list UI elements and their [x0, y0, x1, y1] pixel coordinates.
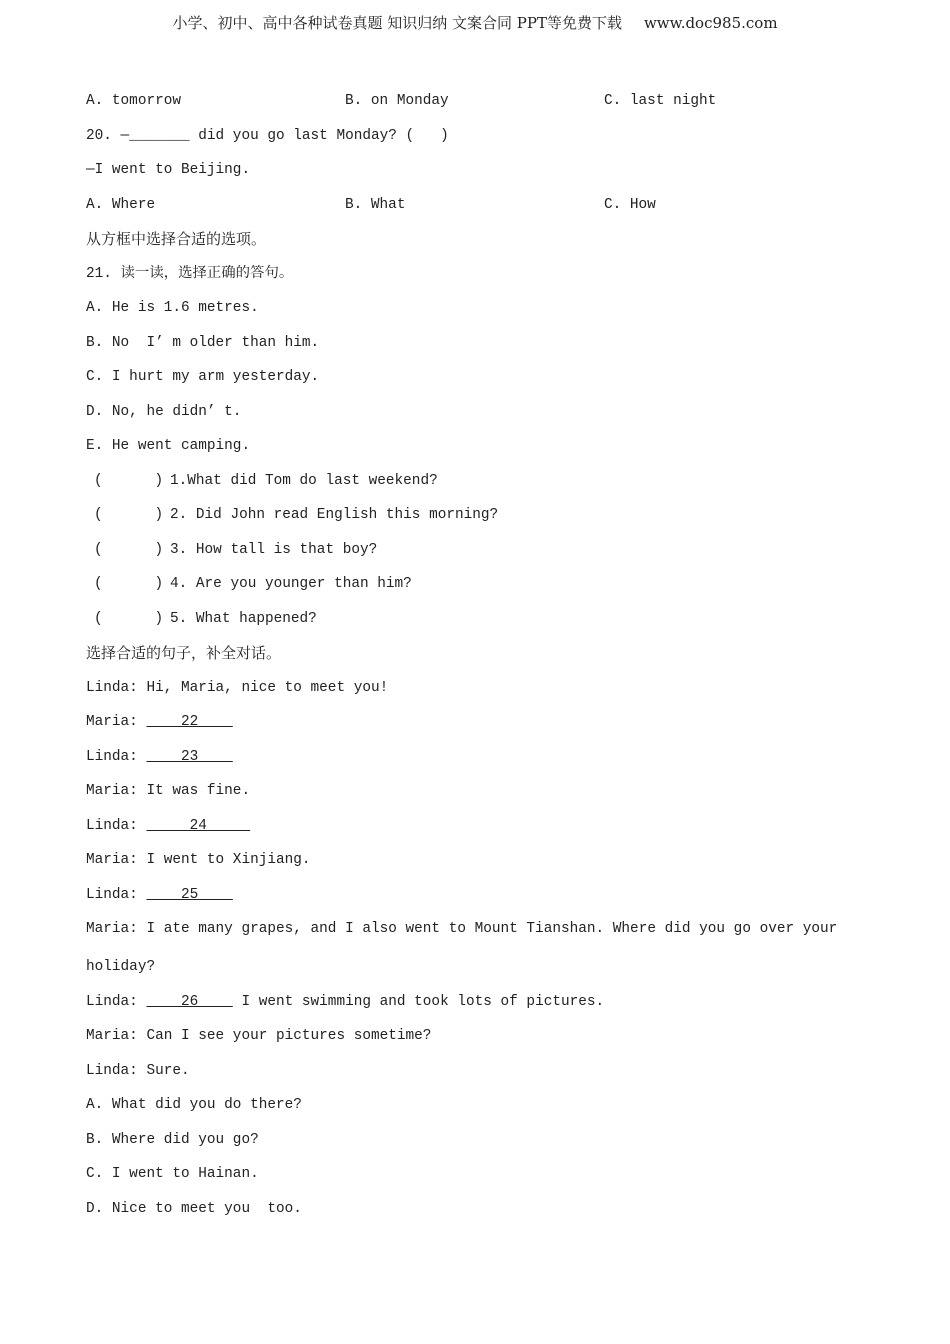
blank-26[interactable]: 26: [146, 993, 233, 1010]
dialogue-line: [86, 740, 866, 775]
q19-option-c: C. last night: [604, 93, 717, 109]
choice-e: E. He went camping.: [86, 438, 251, 454]
speaker: Linda:: [86, 993, 147, 1010]
speaker: Maria:: [86, 714, 147, 730]
question-row: [86, 533, 866, 568]
dialogue-line: Maria: I ate many grapes, and I also went to Mount Tianshan. Where did you go over your: [86, 921, 838, 937]
dialogue-choice-b: B. Where did you go?: [86, 1131, 259, 1148]
question-text: 1.What did Tom do last weekend?: [170, 472, 438, 489]
blank-22[interactable]: 22: [146, 714, 233, 730]
blank-25[interactable]: 25: [146, 886, 233, 903]
section1-instruction: 从方框中选择合适的选项。: [86, 230, 267, 248]
answer-paren[interactable]: ( ): [94, 541, 164, 558]
header-site-link[interactable]: www.doc985.com: [643, 14, 778, 32]
blank-23[interactable]: 23: [146, 748, 233, 765]
dialogue-choice-c: C. I went to Hainan.: [86, 1166, 259, 1182]
question-row: [86, 602, 866, 637]
dialogue-line: [86, 705, 866, 740]
dialogue-line: [86, 985, 866, 1020]
dialogue-choice-a: A. What did you do there?: [86, 1097, 302, 1113]
question-text: 3. How tall is that boy?: [170, 541, 378, 558]
dialogue-choice-d: D. Nice to meet you too.: [86, 1200, 302, 1217]
choice-c: C. I hurt my arm yesterday.: [86, 369, 320, 385]
question-row: [86, 498, 866, 533]
section2-instruction: 选择合适的句子，补全对话。: [86, 644, 282, 662]
dialogue-line: [86, 878, 866, 913]
blank-24[interactable]: 24: [146, 817, 251, 834]
answer-paren[interactable]: ( ): [94, 610, 164, 627]
speaker: Linda:: [86, 886, 147, 903]
dialogue-line: holiday?: [86, 959, 156, 975]
dialogue-line: Linda: Hi, Maria, nice to meet you!: [86, 679, 389, 696]
choice-d: D. No, he didn’ t.: [86, 403, 242, 420]
q19-options: [86, 84, 866, 119]
q20-option-b: B. What: [345, 196, 406, 213]
dialogue-line: Maria: Can I see your pictures sometime?: [86, 1028, 432, 1044]
q20-options: [86, 188, 866, 223]
answer-paren[interactable]: ( ): [94, 472, 164, 489]
answer-paren[interactable]: ( ): [94, 576, 164, 592]
page-header: [0, 12, 950, 33]
q20-question: 20. —_______ did you go last Monday? ( ): [86, 127, 449, 144]
answer-paren[interactable]: ( ): [94, 507, 164, 523]
dialogue-line: [86, 809, 866, 844]
question-text: 4. Are you younger than him?: [170, 576, 412, 592]
document-body: [86, 84, 866, 1226]
dialogue-line: Maria: I went to Xinjiang.: [86, 852, 311, 868]
question-text: 5. What happened?: [170, 610, 317, 627]
q20-option-a: A. Where: [86, 196, 156, 213]
dialogue-line: Linda: Sure.: [86, 1062, 190, 1079]
question-row: [86, 464, 866, 499]
speaker: Linda:: [86, 748, 147, 765]
q19-option-b: B. on Monday: [345, 93, 449, 109]
question-text: 2. Did John read English this morning?: [170, 507, 499, 523]
q21-title: 21. 读一读，选择正确的答句。: [86, 265, 294, 282]
speaker: Linda:: [86, 817, 147, 834]
q19-option-a: A. tomorrow: [86, 93, 181, 109]
choice-a: A. He is 1.6 metres.: [86, 300, 259, 316]
question-row: [86, 567, 866, 602]
dialogue-rest: I went swimming and took lots of pictures.: [232, 993, 605, 1010]
dialogue-line: Maria: It was fine.: [86, 783, 251, 799]
header-text: 小学、初中、高中各种试卷真题 知识归纳 文案合同 PPT等免费下载: [172, 14, 622, 32]
q20-answer-line: —I went to Beijing.: [86, 162, 251, 178]
q20-option-c: C. How: [604, 196, 656, 213]
choice-b: B. No I’ m older than him.: [86, 334, 320, 351]
